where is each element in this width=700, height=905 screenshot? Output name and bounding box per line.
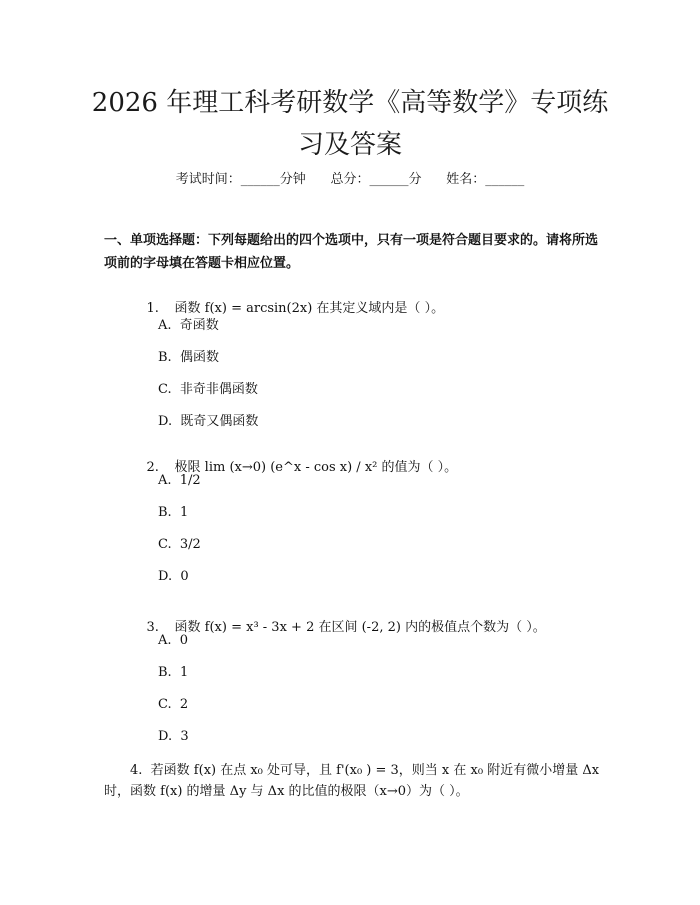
question-number: 1. [146,301,159,316]
question-stem: 函数 f(x) = arcsin(2x) 在其定义域内是（ ）。 [174,301,445,316]
question-3-option-d: D. 3 [158,729,189,744]
question-3-option-c: C. 2 [158,697,189,712]
question-2-option-a: A. 1/2 [158,473,201,488]
question-stem: 若函数 f(x) 在点 x₀ 处可导，且 f'(x₀ ) = 3，则当 x 在 x₀ 附近有微小增量 Δx 时，函数 f(x) 的增量 Δy 与 Δx 的比值的极限（x→0）为（ ）。 [104,763,600,799]
question-number: 4. [130,763,143,778]
section-heading: 一、单项选择题：下列每题给出的四个选项中，只有一项是符合题目要求的。请将所选项前的字母填在答题卡相应位置。 [104,233,599,271]
question-2-option-d: D. 0 [158,569,189,584]
page-title: 2026 年理工科考研数学《高等数学》专项练习及答案 [91,88,609,160]
question-1-option-c: C. 非奇非偶函数 [158,382,258,397]
question-2-option-b: B. 1 [158,505,189,520]
question-stem: 极限 lim (x→0) (e^x - cos x) / x² 的值为（ ）。 [174,460,458,475]
exam-info-line: 考试时间：______分钟 总分：______分 姓名：______ [175,172,525,187]
question-stem: 函数 f(x) = x³ - 3x + 2 在区间 (-2, 2) 内的极值点个数为（ ）。 [174,620,546,635]
question-1-option-d: D. 既奇又偶函数 [158,414,259,429]
question-1-option-b: B. 偶函数 [158,350,219,365]
question-2-option-c: C. 3/2 [158,537,201,552]
question-3-option-a: A. 0 [158,633,189,648]
question-number: 2. [146,460,159,475]
question-number: 3. [146,620,159,635]
question-4 [104,760,600,802]
question-3 [130,601,546,650]
question-3-option-b: B. 1 [158,665,189,680]
question-1-option-a: A. 奇函数 [158,318,219,333]
